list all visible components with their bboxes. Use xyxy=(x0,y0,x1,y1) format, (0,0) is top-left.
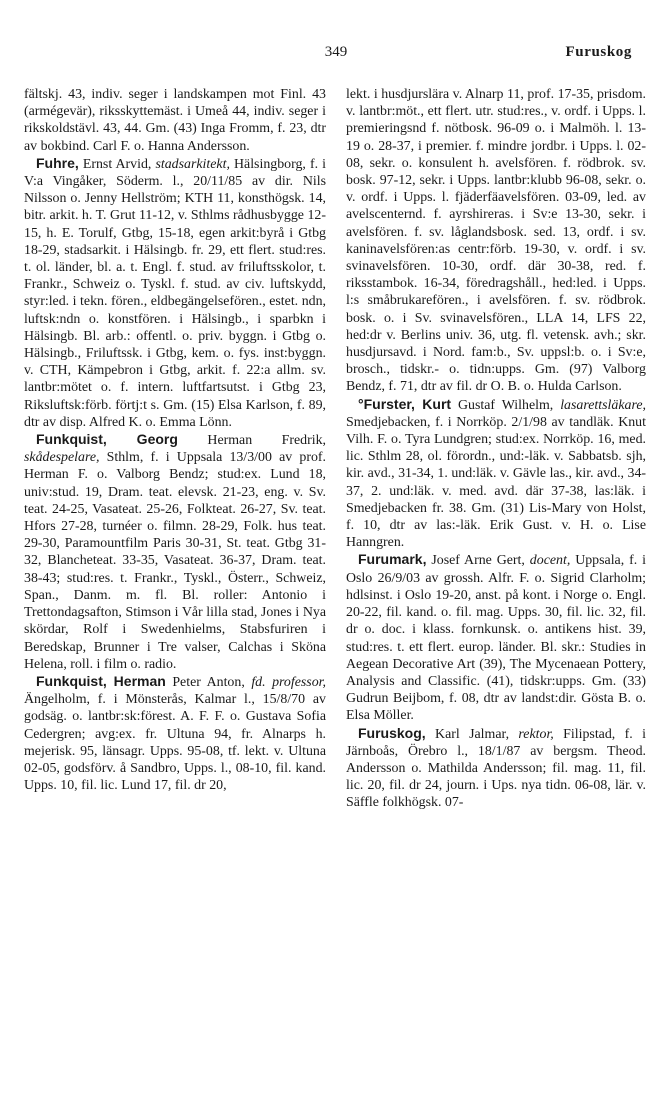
left-column xyxy=(24,86,326,794)
entry-headword: Furumark, xyxy=(358,551,427,568)
entry-text: Sthlm, f. i Uppsala 13/3/00 av prof. Herman F. o. Valborg Bendz; stud:ex. Lund 18, univ:stud. 19, Dram. teat. elevsk. 21-23, eng. v. Sv. teat. 24-25, Vasateat. 25-26, Folkteat. 26-27, Sv. teat. Hfors 27-28, turnéer o. filmn. 28-29, Folk. hus teat. 29-30, Paramountfilm Paris 30-31, St. teat. Gtbg 31-32, Blancheteat. 33-35, Vasateat. 36-37, Dram. teat. 38-43; stud:res. t. Frankr., Tyskl., Österr., Schweiz, Span., Danm. m. fl. Bl. roller: Antonio i Trettondagsafton, Stimson i Vår lilla stad, Jones i Nya skördar, Rolf i Swedenhielms, Stabsfuriren i Beredskap, Brunner i Tre valser, Calchas i Sköna Helena, roll. i film o. radio. xyxy=(24,450,326,672)
entry-continuation xyxy=(346,86,646,396)
entry-title: stadsarkitekt, xyxy=(155,156,230,172)
entry-continuation xyxy=(24,86,326,155)
running-head: Furuskog xyxy=(565,44,632,60)
entry-text: Hälsingborg, f. i V:a Vingåker, Söderm. l., 20/11/85 av dir. Nils Nilsson o. Jenny Hellström; KTH 11, konsthögsk. 14, bitr. arkit. h. T. Grut 11-12, v. Sthlms rådhusbygge 12-15, h. E. Torulf, Gtbg, 15-18, egen arkit:byrå i Gtbg 18-29, stadsarkit. i Hälsingb. fr. 29, ett flert. stud:res. t. ol. länder, bl. a. t. Engl. f. stud. av friluftsskolor, t. Frankr., Schweiz o. Tyskl. f. stud. av civ. luftskydd, styr:led. i tekn. fören., eldbegängelsefören., estet. ndn, luftsk:ndn o. konstfören. i Hälsingb., i sparbkn i Hälsingb. Bl. arb.: offentl. o. priv. byggn. i Gtbg o. Hälsingb., Friluftssk. i Gtbg, kem. o. fys. inst:byggn. v. CTH, Kämpebron i Gtbg, arkit. f. 22:a allm. sv. lantbr:mötet o. f. intern. luftfartsutst. i Gtbg 23, Riksluftsk:förb. förtj:t s. Gm. (15) Elsa Karlson, f. 89, dtr av disp. Alfred K. o. Emma Lönn. xyxy=(24,156,326,430)
entry-text: fältskj. 43, indiv. seger i landskampen mot Finl. 43 (armégevär), riksskyttemäst. i Umeå 44, indiv. seger i rikskoldstävl. 43, 44. Gm. (43) Inga Fromm, f. 23, dtr av bokbind. Carl F. o. Hanna Andersson. xyxy=(24,87,326,154)
entry-furuskog xyxy=(346,725,646,812)
entry-title: skådespelare, xyxy=(24,450,100,466)
entry-funkquist-herman xyxy=(24,673,326,794)
entry-headword: Fuhre, xyxy=(36,154,79,171)
entry-text: Filipstad, f. i Järnboås, Örebro l., 18/1/87 av bergsm. Theod. Andersson o. Mathilda Andersson; fil. mag. 11, fil. lic. 20, fil. dr 24, journ. i Ups. nya tidn. 06-08, lär. v. Säffle folkhögsk. 07- xyxy=(346,726,646,811)
entry-headword: Furuskog, xyxy=(358,724,426,741)
entry-funkquist-georg xyxy=(24,431,326,673)
entry-text: Uppsala, f. i Oslo 26/9/03 av grossh. Alfr. F. o. Sigrid Clarholm; hdlsinst. i Oslo 19-20, anst. på kont. i Norge o. Engl. 20-22, fil. kand. o. fil. mag. Upps. 30, fil. lic. 32, fil. dr o. doc. i klass. fornkunsk. o. antikens hist. 39, stud:res. t. ett flert. europ. länder. Bl. skr.: Studies in Aegean Decorative Art (39), The Mycenaean Pottery, Analysis and Classific. (41), tidskr:upps. Gm. (33) Gudrun Beijbom, f. 08, dtr av landst:dir. Gösta B. o. Elsa Möller. xyxy=(346,553,646,724)
entry-title: lasarettsläkare, xyxy=(560,397,646,413)
entry-fuhre xyxy=(24,155,326,431)
entry-given-names: Gustaf Wilhelm, xyxy=(458,397,554,413)
entry-headword: Funkquist, Georg xyxy=(36,431,178,448)
entry-furster xyxy=(346,396,646,552)
entry-headword: °Furster, Kurt xyxy=(358,395,452,412)
entry-given-names: Herman Fredrik, xyxy=(207,433,326,449)
entry-text: Ängelholm, f. i Mönsterås, Kalmar l., 15/8/70 av godsäg. o. lantbr:sk:förest. A. F. F. o. Gustava Sofia Cedergren; avg:ex. fr. Ultuna 94, fr. Alnarps h. mejerisk. 95, länsagr. Upps. 95-08, tf. lekt. v. Ultuna 02-05, godsförv. å Sandbro, Upps. l., 08-10, fil. kand. Upps. 10, fil. lic. Lund 17, fil. dr 20, xyxy=(24,692,326,794)
right-column xyxy=(346,86,646,812)
entry-furumark xyxy=(346,551,646,724)
entry-headword: Funkquist, Herman xyxy=(36,672,166,689)
entry-text: lekt. i husdjurslära v. Alnarp 11, prof. 17-35, prisdom. v. lantbr:möt., ett flert. utr. stud:res., v. ordf. i Upps. l. premieringsnd f. nötbosk. 96-09 o. i Malmöh. l. 13-19 o. 28-37, i premier. f. mindre jordbr. i Upps. l. 02-08, sekr. o. konsulent h. avelsfören. f. rödbrok. sv. bosk. 97-12, sekr. i Upps. lantbr:klubb 96-08, sekr. o. v. ordf. i Upps. l. fjäderfäavelsfören. 03-09, led. av avelscenternd. f. ayrshireras. i Sv:e 13-30, sekr. i avelsfören. f. sv. låglandsbosk. sed. 13, ordf. i sv. kaninavelsfören:as centr:förb. 19-30, v. ordf. i sv. svinavelsfören. 10-30, ordf. där 30-38, red. f. riksstambok. 16-34, föredragshåll., hed:led. i Upps. l:s småbrukarefören., i avelsfören. f. sv. rödbrok. bosk. o. i Sv. svinavelsfören., LLA 14, LFS 22, hed:dr v. Berlins univ. 36, utg. fl. vetensk. avh.; skr. husdjursavd. i Nord. fam:b., Sv. uppsl:b. o. i Sv:e, brosch., tidskr.- o. tidn:upps. Gm. (97) Valborg Bendz, f. 71, dtr av fil. dr O. B. o. Hulda Carlson. xyxy=(346,87,646,395)
page-number: 349 xyxy=(324,44,348,60)
page-header xyxy=(0,44,672,66)
entry-title: rektor, xyxy=(518,726,554,742)
entry-given-names: Ernst Arvid, xyxy=(82,156,152,172)
entry-text: Smedjebacken, f. i Norrköp. 2/1/98 av tandläk. Knut Vilh. F. o. Tyra Lundgren; stud:ex. Norrköp. 16, med. lic. Sthlm 28, ol. förordn., und:-läk. v. Sabbatsb. sjh, kir. avd., 31-34, 1. und:läk. v. Gävle las., kir. avd., 34-37, 2. und:läk. v. med. avd. där 37-38, las:läk. i Smedjebacken fr. 38. Gm. (31) Lis-Mary von Holst, f. 10, dtr av las:-läk. Erik Gust. v. H. o. Lise Hanngren. xyxy=(346,414,647,551)
entry-given-names: Peter Anton, xyxy=(172,674,245,690)
entry-title: fd. professor, xyxy=(251,674,326,690)
entry-given-names: Karl Jalmar, xyxy=(435,726,510,742)
entry-title: docent, xyxy=(529,553,571,569)
entry-given-names: Josef Arne Gert, xyxy=(431,553,525,569)
